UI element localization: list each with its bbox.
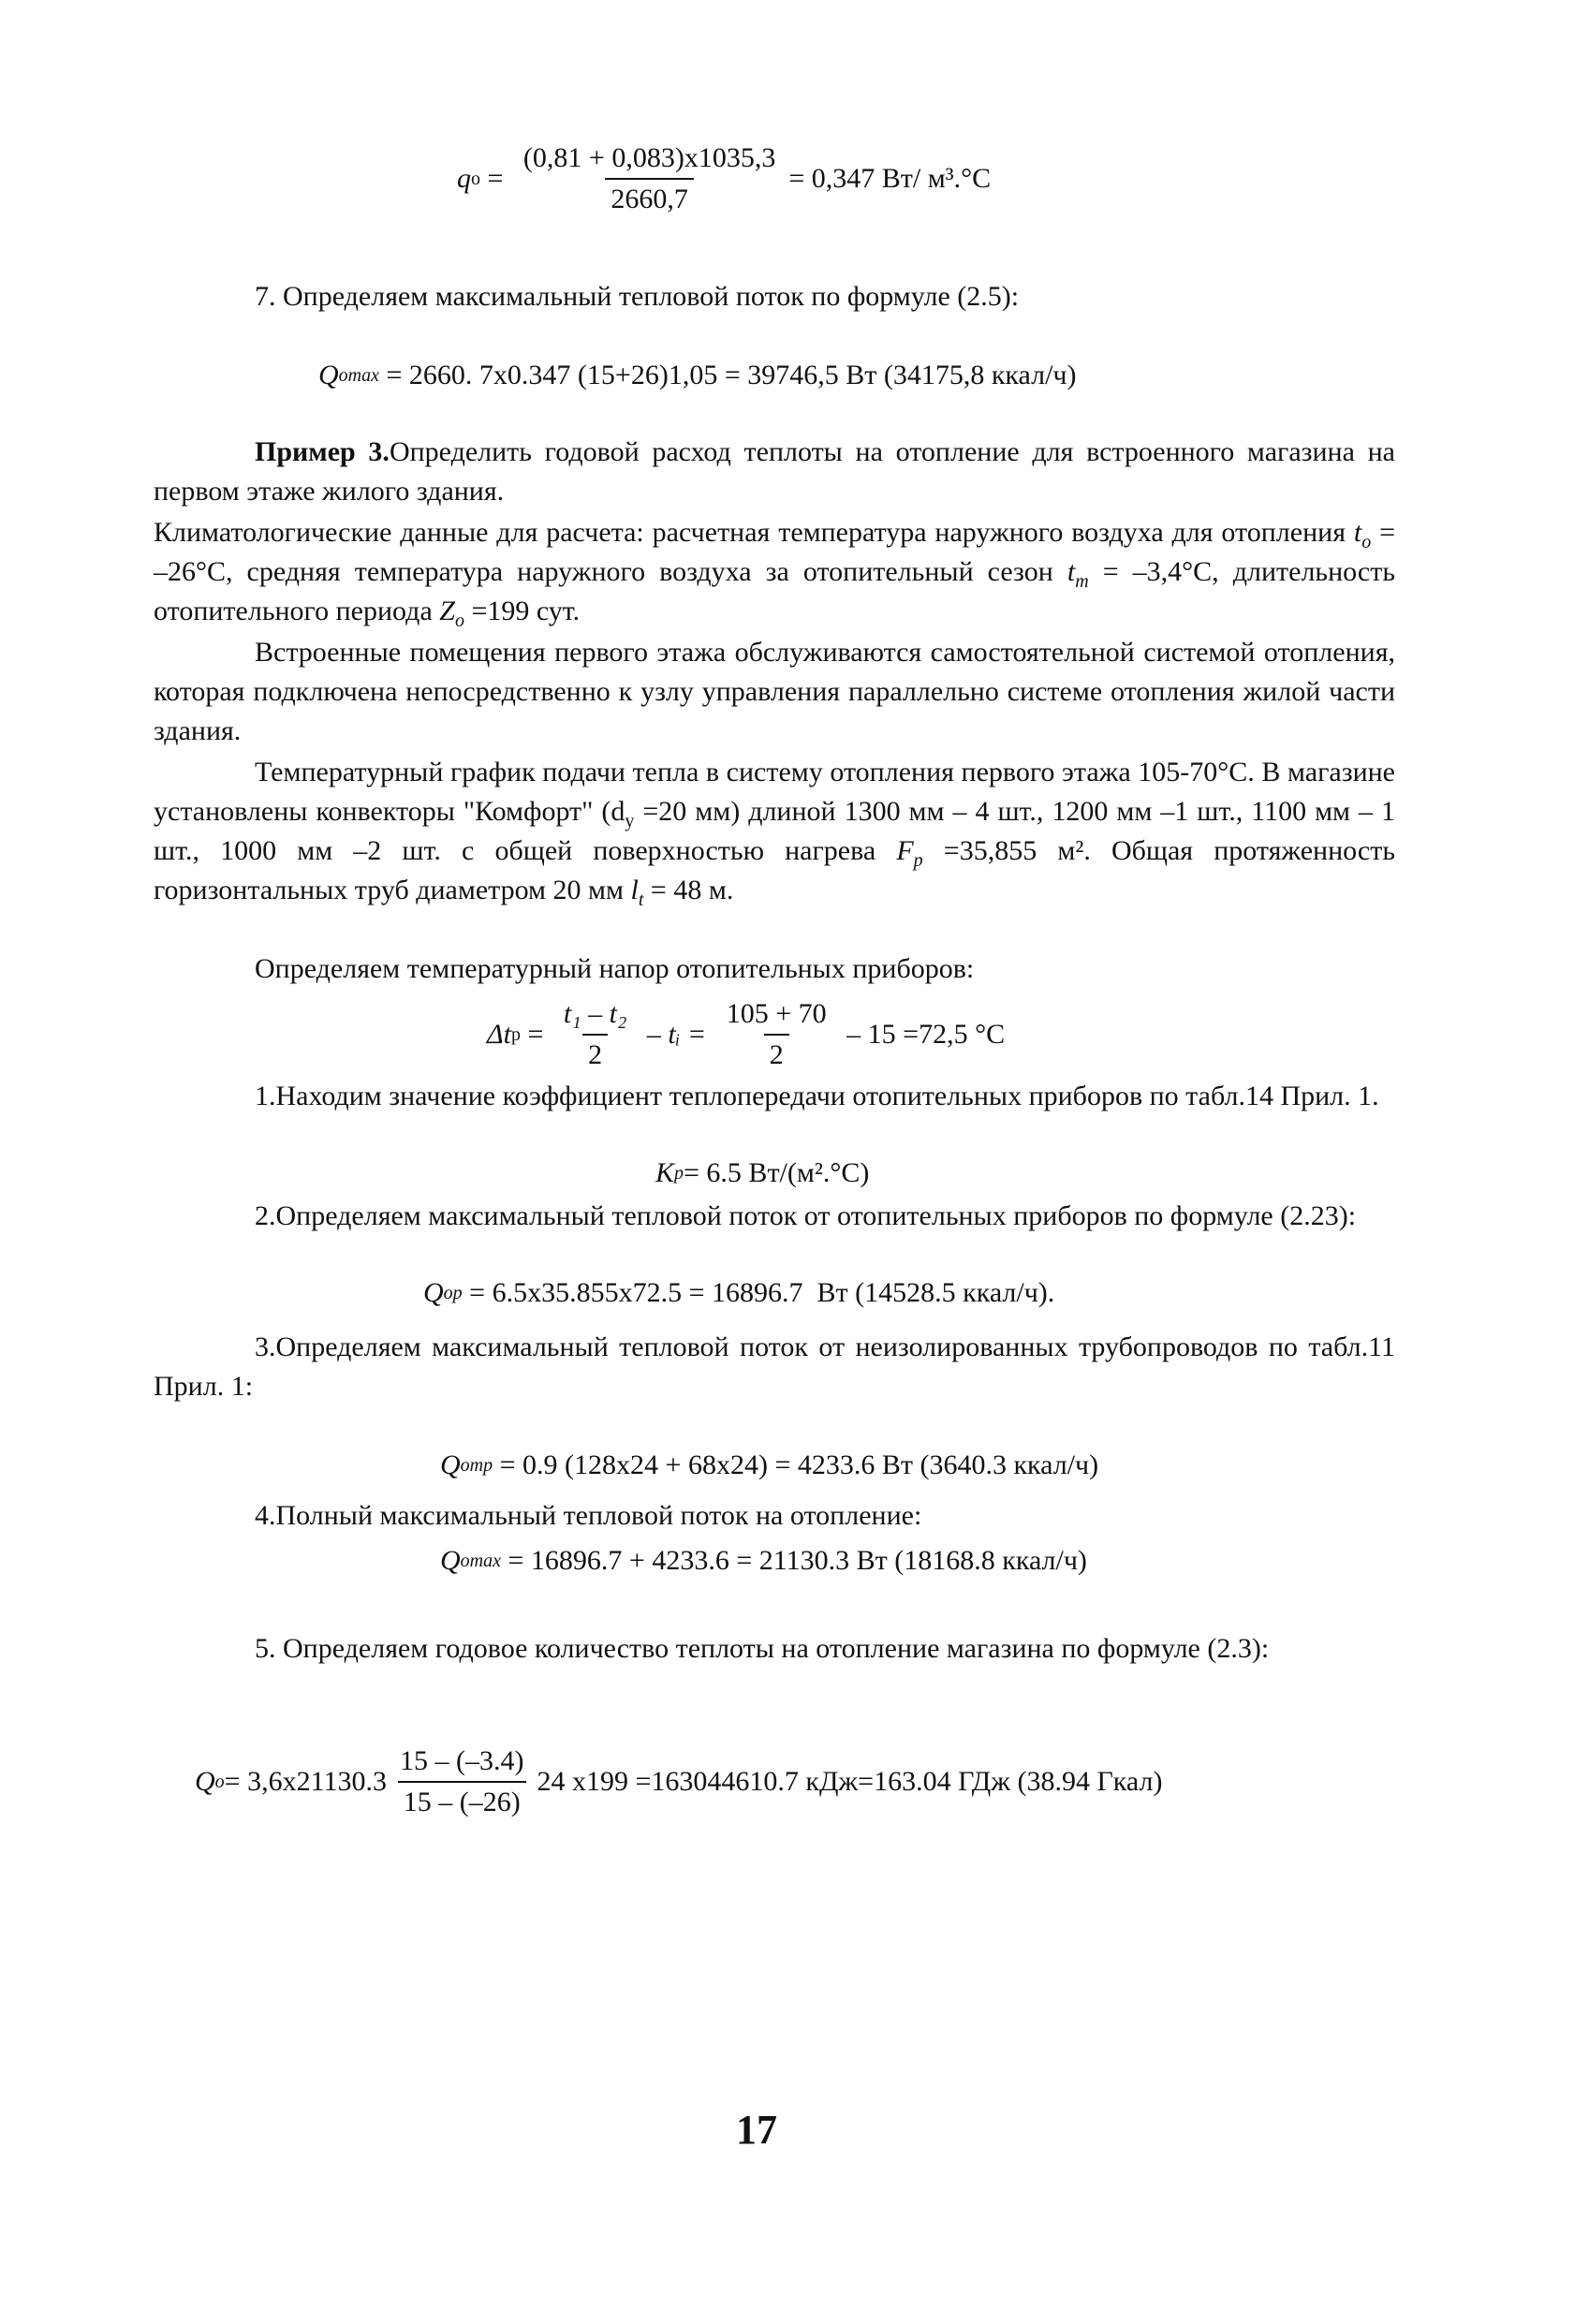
formula-qomax-rhs: = 2660. 7х0.347 (15+26)1,05 = 39746,5 Вт (34175,8 ккал/ч) — [379, 360, 1077, 390]
formula-dt-den2: 2 — [764, 1034, 789, 1073]
step5-denominator: 15 – (–26) — [398, 1781, 526, 1820]
step4-paragraph: 4.Полный максимальный тепловой поток на отопление: — [255, 1500, 922, 1531]
climate-paragraph — [154, 513, 1395, 631]
formula-qo-lhs: q — [457, 163, 471, 194]
formula-dt-den1: 2 — [582, 1034, 608, 1073]
temp-fp-sub: p — [913, 850, 923, 871]
formula-dt-fraction-2 — [721, 996, 832, 1073]
step1-formula-rhs: = 6.5 Вт/(м².°С) — [684, 1157, 870, 1188]
step1-formula-sub: p — [674, 1163, 684, 1184]
formula-qo-numerator: (0,81 + 0,083)x1035,3 — [522, 142, 776, 173]
formula-dt-num1: t₁ – t₂ — [563, 998, 627, 1029]
formula-qo-denominator: 2660,7 — [605, 178, 694, 217]
climate-zo: Z — [439, 596, 455, 626]
example3-label: Пример 3. — [255, 436, 390, 467]
step1-formula — [655, 1154, 869, 1193]
temp-text-1: Температурный график подачи тепла в систему отопления первого этажа 105-70°С. В магазине установлены конвекторы "Комфорт" (d — [154, 757, 1395, 827]
step2-formula-lhs: Q — [423, 1277, 444, 1308]
climate-tm-sub: m — [1075, 571, 1089, 592]
climate-to: t — [1353, 517, 1362, 548]
step4-formula-sub: omax — [460, 1551, 501, 1571]
step2-paragraph: 2.Определяем максимальный тепловой поток от отопительных приборов по формуле (2.23): — [255, 1200, 1357, 1231]
formula-dt-lhs: Δt — [487, 1019, 511, 1050]
head-heading: Определяем температурный напор отопительных приборов: — [255, 953, 975, 984]
formula-qomax: Q omax = 2660. 7х0.347 (15+26)1,05 = 39746,5 Вт (34175,8 ккал/ч) — [318, 356, 1077, 395]
step5-formula-sub: o — [214, 1772, 225, 1792]
climate-tm: t — [1067, 556, 1076, 587]
formula-dt-eq: = — [520, 1019, 551, 1050]
step4-formula-lhs: Q — [440, 1545, 461, 1576]
step3-paragraph: 3.Определяем максимальный тепловой поток от неизолированных трубопроводов по табл.11 Прил. 1: — [154, 1331, 1395, 1402]
temperature-paragraph — [154, 753, 1395, 910]
step5-paragraph: 5. Определяем годовое количество теплоты на отопление магазина по формуле (2.3): — [255, 1633, 1270, 1664]
step5-formula-lhs: Q — [195, 1766, 215, 1797]
formula-delta-t: Δt p = $\frac{\text{t₁ – t₂}}{2}$ – tᵢ = $\frac{105 + 70}{2}$ – 15 =72,5 °С — [487, 996, 1005, 1073]
example3-paragraph — [154, 433, 1395, 511]
builtin-paragraph: Встроенные помещения первого этажа обслуживаются самостоятельной системой отопления, которая подключена непосредственно к узлу управления параллельно системе отопления жилой части здания. — [154, 637, 1395, 746]
formula-dt-rhs: – 15 =72,5 °С — [839, 1019, 1006, 1050]
formula-qo-eq: = — [480, 163, 510, 194]
temp-fp: F — [896, 835, 914, 866]
climate-zo-sub: o — [454, 610, 464, 631]
step4-formula-rhs: = 16896.7 + 4233.6 = 21130.3 Вт (18168.8 ккал/ч) — [501, 1545, 1087, 1576]
formula-dt-mid: – tᵢ = — [640, 1019, 714, 1050]
step7-heading: 7. Определяем максимальный тепловой поток по формуле (2.5): — [255, 281, 1020, 312]
formula-dt-fraction-1 — [558, 996, 633, 1073]
step3-formula-rhs: = 0.9 (128х24 + 68х24) = 4233.6 Вт (3640.3 ккал/ч) — [493, 1449, 1099, 1480]
climate-text-3: = –3,4°С, длительность отопительного периода — [154, 556, 1396, 626]
formula-qo-result: = 0,347 Вт/ м³.°С — [788, 163, 992, 194]
step4-formula — [440, 1541, 1087, 1581]
formula-qo: q o = $\frac{(0,81 + 0,083)x1035,3}{2660,7}$ = 0,347 Вт/ м³.°С — [457, 140, 991, 217]
climate-to-sub: o — [1361, 532, 1372, 552]
step5-numerator: 15 – (–3.4) — [399, 1745, 524, 1776]
climate-text-2: = –26°С, средняя температура наружного воздуха за отопительный сезон — [154, 517, 1396, 587]
step3-formula-lhs: Q — [440, 1449, 461, 1480]
temp-dy-sub: y — [625, 811, 635, 831]
step5-formula-pre: = 3,6х21130.3 — [224, 1766, 387, 1797]
temp-text-4: = 48 м. — [643, 875, 734, 905]
climate-text-1: Климатологические данные для расчета: расчетная температура наружного воздуха для отопления — [154, 517, 1354, 548]
temp-text-3: =35,855 м². Общая протяженность горизонтальных труб диаметром 20 мм — [154, 835, 1396, 905]
page-number: 17 — [736, 2107, 777, 2153]
step2-formula-rhs: = 6.5х35.855х72.5 = 16896.7 Вт (14528.5 ккал/ч). — [462, 1277, 1055, 1308]
step5-fraction — [394, 1743, 529, 1820]
step2-formula — [423, 1273, 1054, 1313]
climate-text-4: =199 сут. — [463, 596, 581, 626]
step1-paragraph: 1.Находим значение коэффициент теплопередачи отопительных приборов по табл.14 Прил. 1. — [255, 1081, 1379, 1111]
step1-formula-lhs: K — [655, 1157, 675, 1188]
formula-qomax-lhs: Q — [318, 360, 339, 390]
temp-lt: l — [630, 875, 639, 905]
example3-text: Определить годовой расход теплоты на отопление для встроенного магазина на первом этаже жилого здания. — [154, 436, 1395, 507]
formula-qo-fraction — [518, 140, 781, 217]
step5-formula-post: 24 х199 =163044610.7 кДж=163.04 ГДж (38.94 Гкал) — [537, 1766, 1163, 1797]
temp-lt-sub: t — [638, 890, 644, 910]
step5-formula — [195, 1743, 1162, 1820]
formula-dt-num2: 105 + 70 — [726, 998, 827, 1029]
temp-text-2: =20 мм) длиной 1300 мм – 4 шт., 1200 мм –1 шт., 1100 мм – 1 шт., 1000 мм –2 шт. с общей поверхностью нагрева — [154, 796, 1395, 866]
step3-formula — [440, 1446, 1098, 1485]
step3-formula-sub: omp — [460, 1455, 493, 1476]
step2-formula-sub: op — [443, 1283, 463, 1303]
